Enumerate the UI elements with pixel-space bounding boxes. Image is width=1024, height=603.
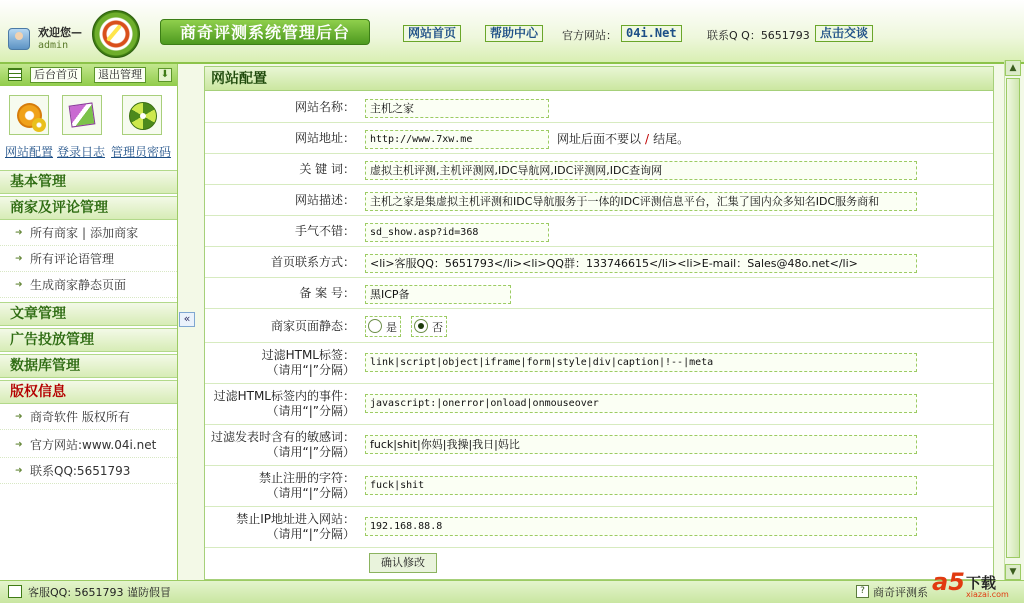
confirm-button[interactable]: 确认修改 xyxy=(369,553,437,573)
row-description xyxy=(205,185,993,216)
hint-text: 网址后面不要以 xyxy=(557,132,642,146)
logo-icon xyxy=(92,10,140,58)
scroll-down-icon[interactable]: ▼ xyxy=(1005,564,1021,580)
watermark-sub: xiazai.com xyxy=(966,590,1009,599)
sidebar-item-merchants xyxy=(0,220,177,246)
filter-tags-label: 过滤HTML标签： xyxy=(261,348,355,362)
site-name-input[interactable]: 主机之家 xyxy=(365,99,549,118)
footer xyxy=(0,580,1024,603)
admin-name: admin xyxy=(38,40,69,51)
footer-qq: 客服QQ: 5651793 谨防假冒 xyxy=(28,586,172,599)
row-static xyxy=(205,309,993,343)
admin-password-link[interactable]: 管理员密码 xyxy=(111,145,172,159)
filter-tags-input[interactable]: link|script|object|iframe|form|style|div|caption|!--|meta xyxy=(365,353,917,372)
luck-label: 手气不错： xyxy=(294,224,355,238)
row-banned-ip xyxy=(205,507,993,548)
computer-icon xyxy=(8,585,22,598)
scroll-thumb[interactable] xyxy=(1006,78,1020,558)
banned-chars-input[interactable]: fuck|shit xyxy=(365,476,917,495)
contact-qq-label: 联系Q Q：5651793 xyxy=(707,29,810,42)
sidebar-toolbar xyxy=(0,64,177,86)
site-config-link[interactable]: 网站配置 xyxy=(5,145,54,159)
all-merchants-link[interactable]: 所有商家 xyxy=(30,226,79,240)
hint-text: 结尾。 xyxy=(653,132,690,146)
static-label: 商家页面静态： xyxy=(270,319,355,333)
scroll-up-icon[interactable]: ▲ xyxy=(1005,60,1021,76)
banned-ip-hint: （请用“|”分隔） xyxy=(266,527,355,541)
site-url-input[interactable]: http://www.7xw.me xyxy=(365,130,549,149)
row-filter-tags xyxy=(205,343,993,384)
sensitive-input[interactable]: fuck|shit|你妈|我操|我日|妈比 xyxy=(365,435,917,454)
copyright-label: 官方网站:www.04i.net xyxy=(30,438,157,452)
footer-system-name: 商奇评测系 xyxy=(873,586,928,599)
row-keywords xyxy=(205,154,993,185)
config-panel xyxy=(204,66,994,580)
keywords-input[interactable]: 虚拟主机评测,主机评测网,IDC导航网,IDC评测网,IDC查询网 xyxy=(365,161,917,180)
section-database[interactable]: 数据库管理 xyxy=(0,354,177,378)
section-copyright[interactable]: 版权信息 xyxy=(0,380,177,404)
filter-events-label: 过滤HTML标签内的事件： xyxy=(213,389,355,403)
separator: | xyxy=(82,226,87,240)
sidebar-item-label: 生成商家静态页面 xyxy=(30,278,127,292)
watermark-text: 下载 xyxy=(966,574,997,592)
arrow-down-icon[interactable]: ⬇ xyxy=(158,68,172,82)
copyright-site xyxy=(0,432,177,458)
chat-button[interactable]: 点击交谈 xyxy=(815,25,873,42)
admin-password-shortcut[interactable] xyxy=(122,95,162,135)
static-yes-label: 是 xyxy=(386,321,397,334)
admin-home-button[interactable]: 后台首页 xyxy=(30,67,82,83)
static-yes-radio[interactable] xyxy=(368,319,382,333)
official-site-label: 官方网站： xyxy=(562,29,617,42)
row-contact xyxy=(205,247,993,278)
row-icp xyxy=(205,278,993,309)
user-icon xyxy=(8,28,30,50)
row-sensitive xyxy=(205,425,993,466)
description-input[interactable]: 主机之家是集虚拟主机评测和IDC导航服务于一体的IDC评测信息平台，汇集了国内众多知名IDC服务商和 xyxy=(365,192,917,211)
sensitive-hint: （请用“|”分隔） xyxy=(266,445,355,459)
row-luck xyxy=(205,216,993,247)
hint-slash: / xyxy=(645,132,650,146)
help-icon[interactable]: ? xyxy=(856,585,869,598)
sensitive-label: 过滤发表时含有的敏感词： xyxy=(210,430,355,444)
sidebar-item-label: 所有评论语管理 xyxy=(30,252,115,266)
app-title: 商奇评测系统管理后台 xyxy=(160,19,370,45)
row-site-url xyxy=(205,123,993,154)
static-yes-option[interactable] xyxy=(365,316,401,337)
site-url-label: 网站地址： xyxy=(294,131,355,145)
scrollbar[interactable] xyxy=(1004,60,1021,580)
logout-button[interactable]: 退出管理 xyxy=(94,67,146,83)
copyright-label: 商奇软件 版权所有 xyxy=(30,410,130,424)
banned-chars-hint: （请用“|”分隔） xyxy=(266,486,355,500)
banned-ip-label: 禁止IP地址进入网站： xyxy=(236,512,355,526)
static-no-radio[interactable] xyxy=(414,319,428,333)
site-name-label: 网站名称： xyxy=(294,100,355,114)
icp-input[interactable]: 黑ICP备 xyxy=(365,285,511,304)
section-article[interactable]: 文章管理 xyxy=(0,302,177,326)
banned-chars-label: 禁止注册的字符： xyxy=(258,471,355,485)
row-banned-chars xyxy=(205,466,993,507)
collapse-sidebar-button[interactable]: « xyxy=(179,312,195,327)
section-ads[interactable]: 广告投放管理 xyxy=(0,328,177,352)
grid-icon xyxy=(8,68,22,81)
watermark xyxy=(932,568,1016,600)
filter-tags-hint: （请用“|”分隔） xyxy=(266,363,355,377)
sidebar-item-comments[interactable] xyxy=(0,246,177,272)
filter-events-hint: （请用“|”分隔） xyxy=(266,404,355,418)
keywords-label: 关 键 词： xyxy=(299,162,355,176)
luck-input[interactable]: sd_show.asp?id=368 xyxy=(365,223,549,242)
contact-label: 首页联系方式： xyxy=(270,255,355,269)
help-center-button[interactable]: 帮助中心 xyxy=(485,25,543,42)
add-merchant-link[interactable]: 添加商家 xyxy=(90,226,139,240)
contact-input[interactable]: <li>客服QQ：5651793</li><li>QQ群：133746615</li><li>E-mail：Sales@48o.net</li> xyxy=(365,254,917,273)
welcome-text: 欢迎您— xyxy=(38,26,82,39)
copyright-software xyxy=(0,404,177,430)
icp-label: 备 案 号： xyxy=(299,286,355,300)
sidebar xyxy=(0,64,178,580)
static-no-label: 否 xyxy=(432,321,443,334)
description-label: 网站描述： xyxy=(294,193,355,207)
filter-events-input[interactable]: javascript:|onerror|onload|onmouseover xyxy=(365,394,917,413)
watermark-logo: a5 xyxy=(932,568,965,596)
copyright-label: 联系QQ:5651793 xyxy=(30,464,131,478)
notepad-icon xyxy=(69,102,96,127)
copyright-qq xyxy=(0,458,177,484)
radiation-icon xyxy=(129,102,157,130)
site-url-hint xyxy=(557,130,689,149)
section-basic[interactable]: 基本管理 xyxy=(0,170,177,194)
static-no-option[interactable] xyxy=(411,316,447,337)
banned-ip-input[interactable]: 192.168.88.8 xyxy=(365,517,917,536)
section-merchant[interactable]: 商家及评论管理 xyxy=(0,196,177,220)
header xyxy=(0,0,1024,64)
login-log-shortcut[interactable] xyxy=(62,95,102,135)
login-log-link[interactable]: 登录日志 xyxy=(57,145,106,159)
welcome-block xyxy=(0,0,92,64)
row-filter-events xyxy=(205,384,993,425)
row-site-name xyxy=(205,92,993,123)
gears-icon xyxy=(17,103,42,128)
sidebar-item-static[interactable] xyxy=(0,272,177,298)
site-home-button[interactable]: 网站首页 xyxy=(403,25,461,42)
site-config-shortcut[interactable] xyxy=(9,95,49,135)
official-site-link[interactable]: 04i.Net xyxy=(621,25,682,42)
panel-title: 网站配置 xyxy=(205,67,993,91)
